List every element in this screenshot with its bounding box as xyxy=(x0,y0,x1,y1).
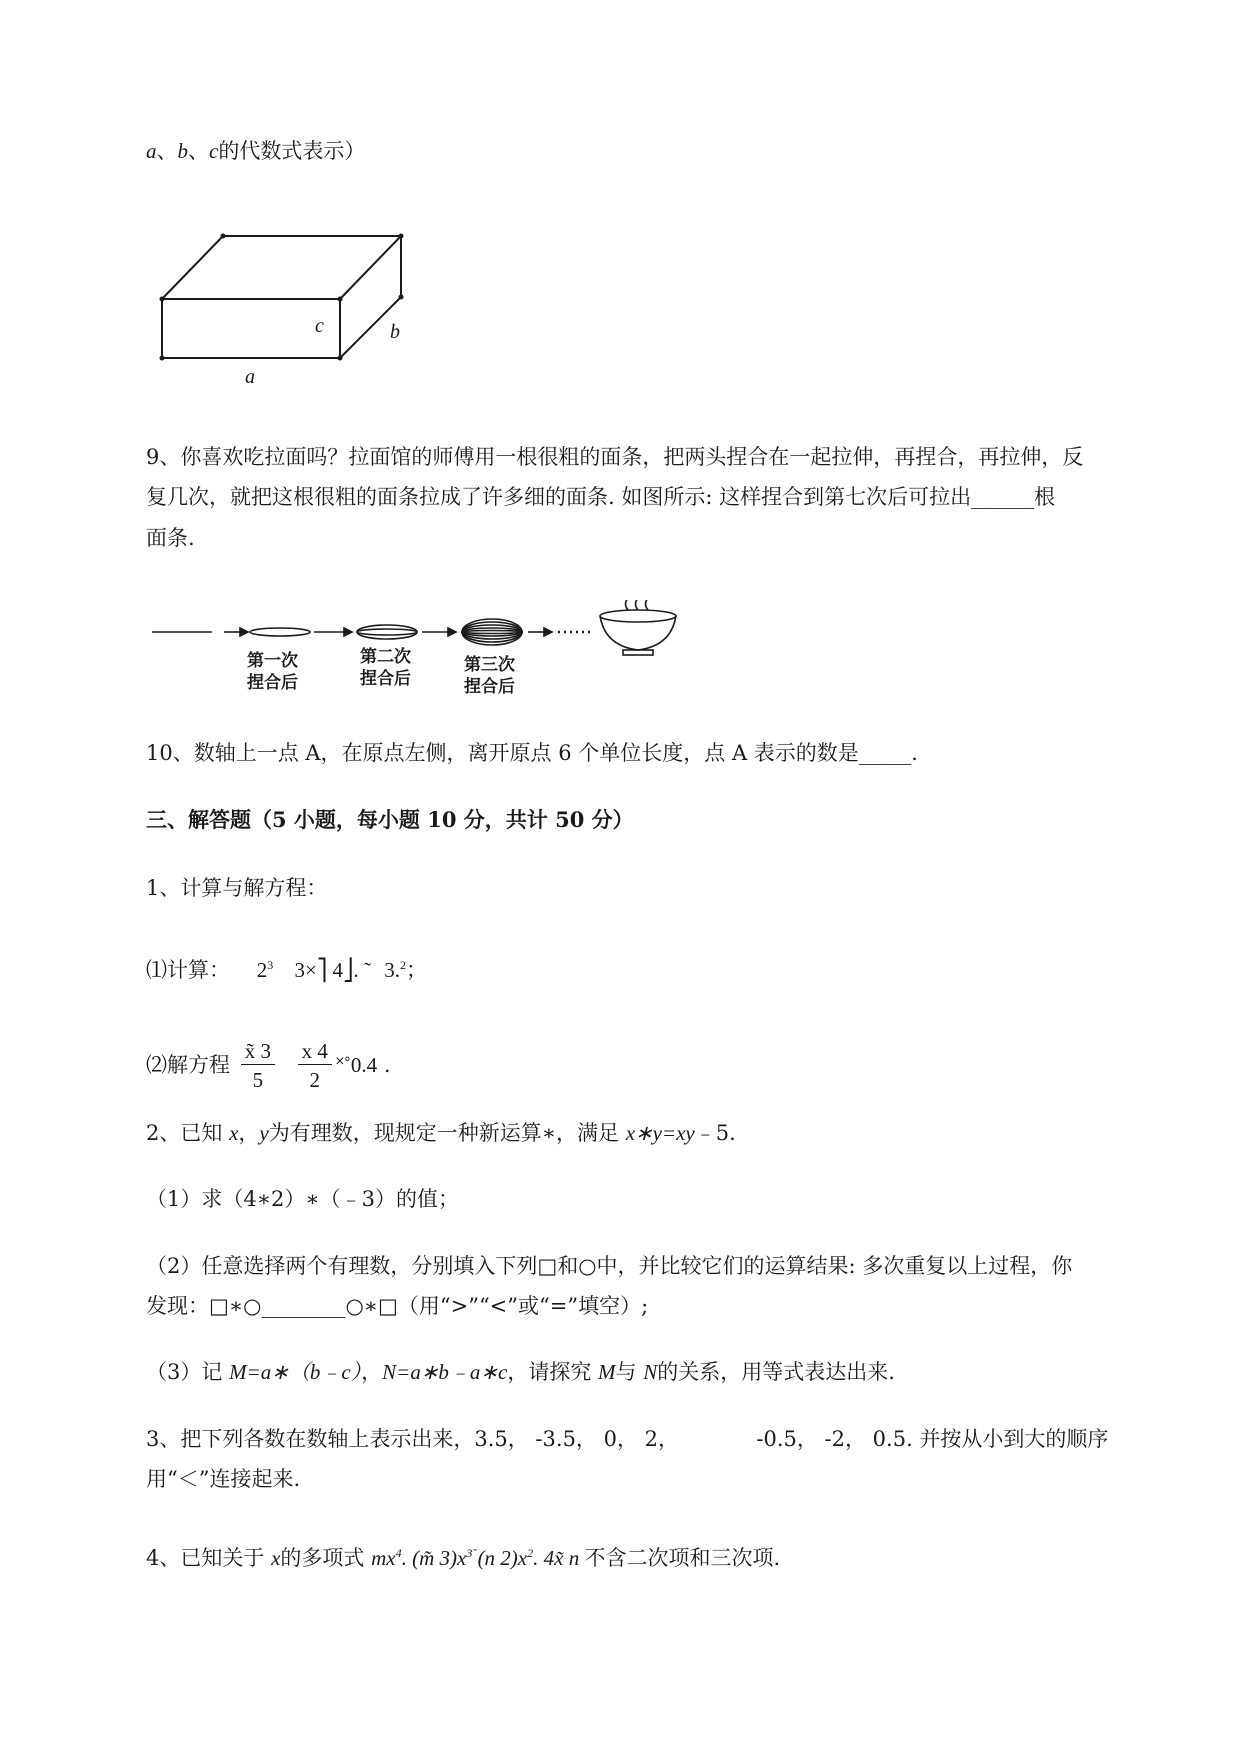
step2-label-line2: 捏合后 xyxy=(360,669,411,688)
p4-line xyxy=(146,1539,780,1572)
comma: ， xyxy=(361,1360,383,1384)
p1-sub2-label: ⑵解方程 xyxy=(146,1053,230,1077)
p3-text: -0.5， -2， 0.5. 并按从小到大的顺序 xyxy=(756,1427,1109,1451)
p1-sub1-expression xyxy=(257,958,427,982)
step3-label-line1: 第三次 xyxy=(464,655,515,674)
var-n: N xyxy=(643,1360,658,1384)
polynomial xyxy=(371,1546,584,1570)
q9-line1: 9、你喜欢吃拉面吗？拉面馆的师傅用一根很粗的面条，把两头捏合在一起拉伸，再捏合，再拉伸，反 xyxy=(146,445,1084,469)
p1-title: 1、计算与解方程： xyxy=(146,876,328,900)
separator: 、 xyxy=(188,139,209,163)
label-c: c xyxy=(315,315,324,337)
poly-term: mx xyxy=(371,1546,396,1570)
poly-term: . (m̃ 3)x xyxy=(401,1546,467,1570)
p2-sub2-line2: 发现：□∗○________○∗□（用“>”“<”或“=”填空）; xyxy=(146,1294,649,1318)
section-heading: 三、解答题（5 小题，每小题 10 分，共计 50 分） xyxy=(146,807,634,832)
p1-sub2 xyxy=(146,1038,391,1095)
equation-rhs: ˟˚0.4 xyxy=(335,1053,378,1077)
expr-term: 4 xyxy=(332,958,344,982)
expr-term: 2 xyxy=(256,958,268,982)
intro-line xyxy=(146,137,365,165)
var-c: c xyxy=(209,139,219,163)
p3-text: 3、把下列各数在数轴上表示出来，3.5， -3.5， 0， 2， xyxy=(146,1427,679,1451)
fraction-1 xyxy=(241,1038,275,1095)
step3-label-line2: 捏合后 xyxy=(464,677,515,696)
p1-sub1-label: ⑴计算： xyxy=(146,958,230,982)
p2-sub2-line1: （2）任意选择两个有理数，分别填入下列□和○中，并比较它们的运算结果: 多次重复以上过程，你 xyxy=(146,1254,1073,1278)
fraction-2-denominator: 2 xyxy=(309,1068,320,1092)
expr-term: . xyxy=(394,958,401,982)
p2-sub3-text: 与 xyxy=(615,1360,637,1384)
p2-sub3-text: 的关系，用等式表达出来. xyxy=(657,1360,895,1384)
expr-term: 3 xyxy=(384,958,395,982)
fraction-2 xyxy=(298,1038,332,1095)
q9-line3: 面条. xyxy=(146,526,195,550)
operation-formula: x∗y=xy xyxy=(625,1121,695,1145)
step2-label-line1: 第二次 xyxy=(360,647,411,666)
p4-text: 不含二次项和三次项. xyxy=(584,1546,781,1570)
p2-sub3-text: ，请探究 xyxy=(507,1360,592,1384)
bracket: ⎦ xyxy=(343,958,354,982)
var-m: M xyxy=(598,1360,616,1384)
label-b: b xyxy=(390,321,400,343)
p3-line1 xyxy=(146,1425,1108,1453)
bracket: ⎤ xyxy=(316,958,328,982)
p2-sub3-text: （3）记 xyxy=(146,1360,223,1384)
p4-text: 的多项式 xyxy=(280,1546,365,1570)
p2-sub3 xyxy=(146,1358,895,1386)
p2-intro-text: 为有理数，现规定一种新运算∗，满足 xyxy=(268,1121,619,1145)
p4-text: 4、已知关于 xyxy=(146,1546,265,1570)
var-b: b xyxy=(177,139,188,163)
p2-sub1: （1）求（4∗2）∗（﹣3）的值； xyxy=(146,1187,459,1211)
step1-label-line2: 捏合后 xyxy=(247,673,298,692)
comma: ， xyxy=(238,1121,260,1145)
poly-term: (n 2)x xyxy=(472,1546,528,1570)
exponent: 3̃ xyxy=(466,1546,473,1560)
exponent: 3 xyxy=(267,958,274,972)
var-x: x xyxy=(271,1546,281,1570)
step1-label-line1: 第一次 xyxy=(247,651,298,670)
fraction-1-denominator: 5 xyxy=(252,1068,264,1092)
intro-text: 的代数式表示） xyxy=(218,139,366,163)
expr-term: 3× xyxy=(294,958,317,982)
p1-sub1 xyxy=(146,951,427,984)
exponent: 2 xyxy=(400,958,407,972)
expr-term: ； xyxy=(406,958,428,982)
label-a: a xyxy=(245,366,255,388)
var-y: y xyxy=(259,1121,269,1145)
q10-text: 10、数轴上一点 A，在原点左侧，离开原点 6 个单位长度，点 A 表示的数是_____. xyxy=(146,741,918,765)
exponent: 2 xyxy=(527,1546,534,1560)
m-definition: M=a∗（b﹣c） xyxy=(229,1360,362,1384)
fraction-2-numerator: x 4 xyxy=(298,1038,332,1065)
p2-intro xyxy=(146,1119,736,1147)
q9-line2: 复几次，就把这根很粗的面条拉成了许多细的面条. 如图所示: 这样捏合到第七次后可拉出______根 xyxy=(146,485,1056,509)
box-figure xyxy=(140,225,440,395)
p2-intro-text: 2、已知 xyxy=(146,1121,223,1145)
fraction-1-numerator: x̃ 3 xyxy=(241,1038,275,1065)
var-a: a xyxy=(146,139,157,163)
equation-end: . xyxy=(383,1053,391,1077)
exponent: 4 xyxy=(395,1546,402,1560)
var-x: x xyxy=(229,1121,239,1145)
n-definition: N=a∗b﹣a∗c xyxy=(382,1360,508,1384)
p3-line2: 用“＜”连接起来. xyxy=(146,1467,301,1491)
separator: 、 xyxy=(156,139,178,163)
poly-term: . 4x̃ n xyxy=(533,1546,580,1570)
noodle-figure xyxy=(150,600,690,715)
p2-intro-text: ﹣5. xyxy=(694,1121,736,1145)
expr-term: . ˜ xyxy=(353,958,377,982)
